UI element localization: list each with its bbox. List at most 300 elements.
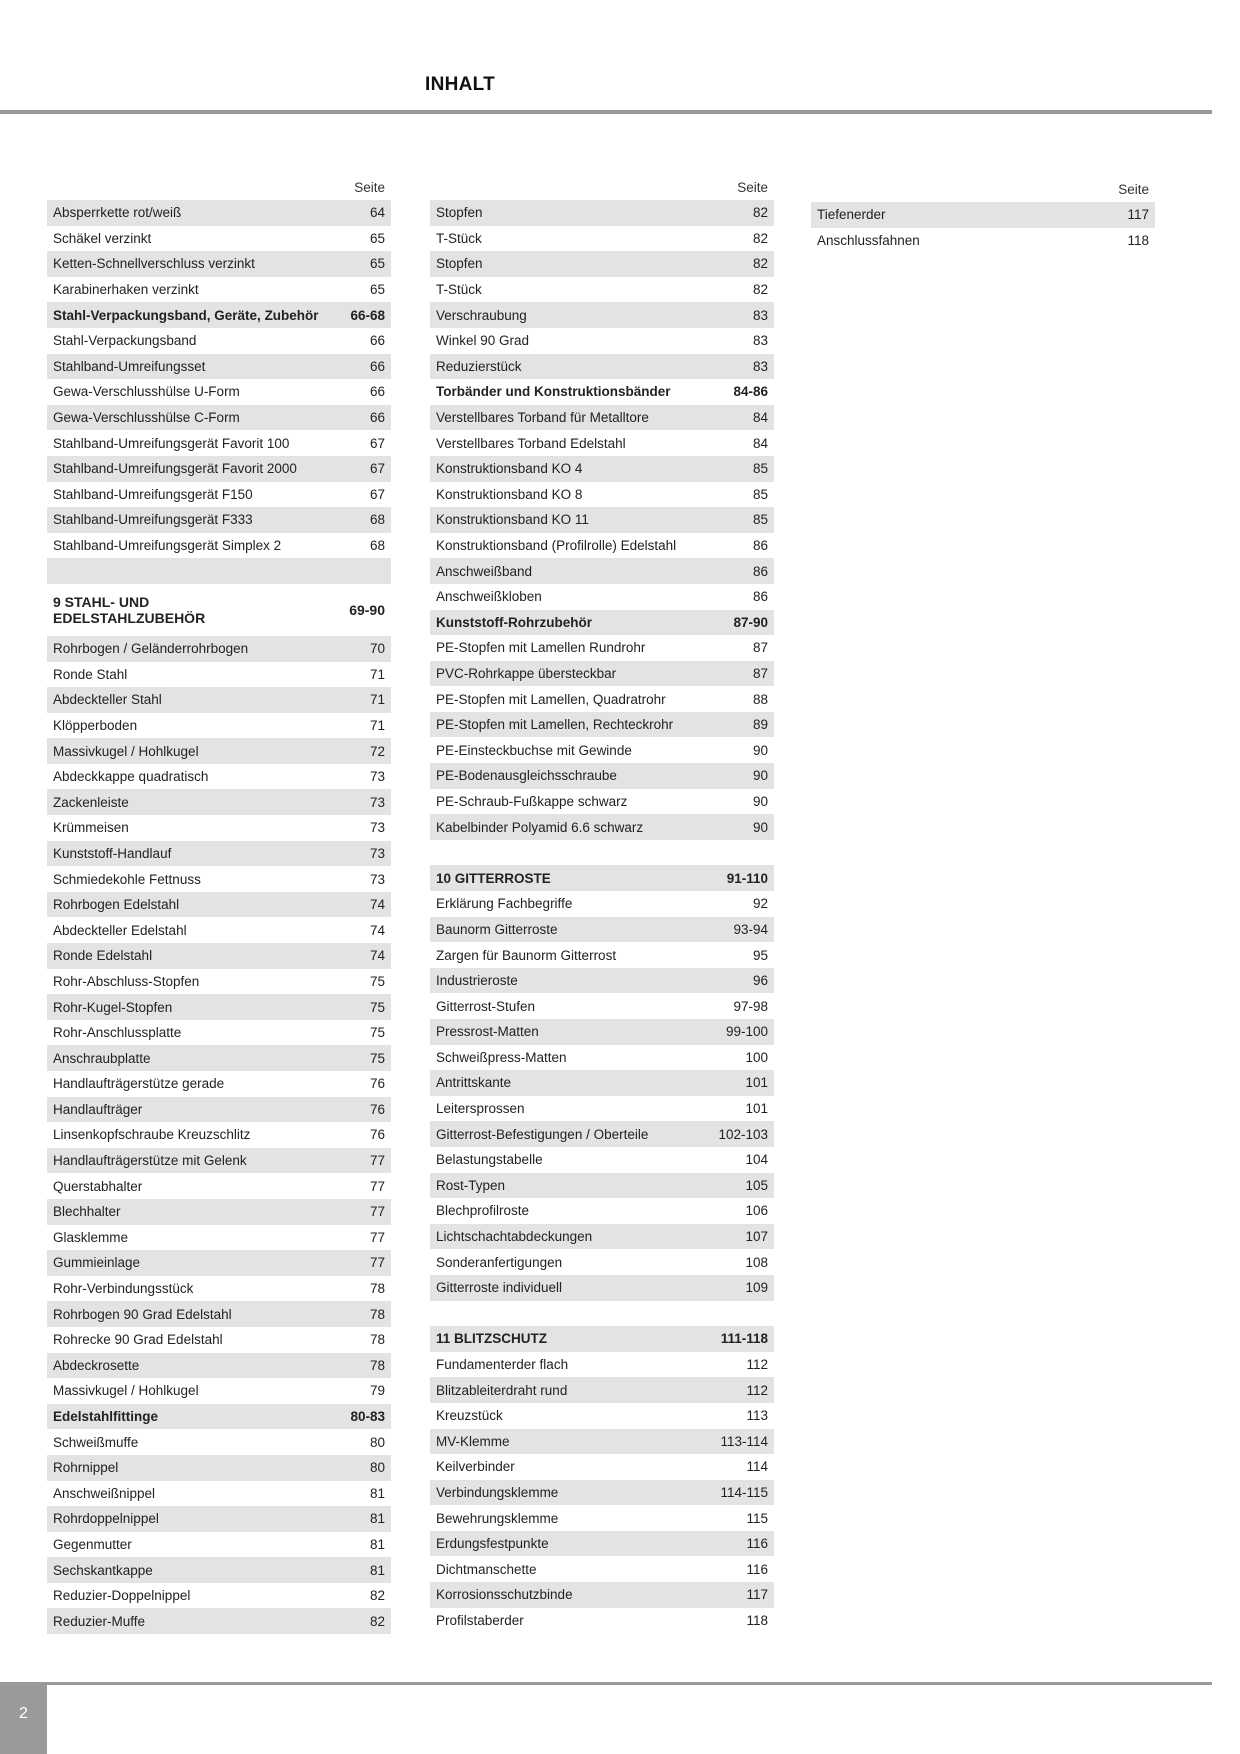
- toc-row: [47, 1173, 391, 1199]
- toc-entry-label: Ronde Stahl: [53, 666, 128, 682]
- toc-entry-page: 112: [746, 1382, 768, 1398]
- toc-row: [47, 1506, 391, 1532]
- toc-entry-label: Rohrbogen 90 Grad Edelstahl: [53, 1306, 232, 1322]
- toc-entry-label: Gegenmutter: [53, 1536, 132, 1552]
- toc-entry-page: 101: [745, 1101, 768, 1117]
- toc-entry-label: Rohrbogen / Geländerrohrbogen: [53, 641, 249, 657]
- toc-entry-page: 97-98: [733, 998, 768, 1014]
- toc-row: [47, 1250, 391, 1276]
- toc-entry-page: 70: [369, 641, 385, 657]
- toc-entry-page: 86: [752, 589, 768, 605]
- toc-entry-label: Gitterrost-Stufen: [436, 998, 536, 1014]
- toc-row: [47, 1583, 391, 1609]
- toc-entry-label: Verstellbares Torband Edelstahl: [436, 435, 626, 451]
- toc-row: [430, 1173, 774, 1199]
- toc-entry-label: Erdungsfestpunkte: [436, 1536, 549, 1552]
- toc-row: [430, 456, 774, 482]
- toc-entry-page: 87: [752, 665, 768, 681]
- toc-entry-page: 85: [752, 512, 768, 528]
- toc-entry-label: MV-Klemme: [436, 1433, 510, 1449]
- footer-rule: [0, 1682, 1212, 1685]
- toc-entry-label: Gitterroste individuell: [436, 1280, 563, 1296]
- toc-entry-page: 93-94: [733, 921, 768, 937]
- toc-entry-label: Stahlband-Umreifungsgerät F333: [53, 512, 253, 528]
- toc-entry-label: Kunststoff-Handlauf: [53, 845, 172, 861]
- toc-entry-label: Reduzier-Muffe: [53, 1613, 146, 1629]
- toc-entry-page: 66: [369, 358, 385, 374]
- toc-entry-page: 75: [369, 1050, 385, 1066]
- toc-entry-label: Blechhalter: [53, 1204, 121, 1220]
- toc-row: [47, 226, 391, 252]
- toc-entry-label: T-Stück: [436, 230, 482, 246]
- toc-row: [47, 738, 391, 764]
- toc-rows: [47, 200, 391, 1634]
- toc-entry-page: 68: [369, 538, 385, 554]
- toc-entry-label: Blechprofilroste: [436, 1203, 530, 1219]
- toc-entry-page: 82: [369, 1588, 385, 1604]
- toc-row: [47, 1301, 391, 1327]
- toc-row: [430, 584, 774, 610]
- toc-entry-page: 78: [369, 1281, 385, 1297]
- toc-row: [430, 1454, 774, 1480]
- toc-row: [430, 1249, 774, 1275]
- toc-entry-page: 106: [745, 1203, 768, 1219]
- toc-entry-label: Anschweißkloben: [436, 589, 542, 605]
- toc-entry-label: Krümmeisen: [53, 820, 129, 836]
- toc-entry-page: 73: [369, 845, 385, 861]
- toc-row: [430, 1275, 774, 1301]
- toc-entry-label: Gewa-Verschlusshülse C-Form: [53, 410, 240, 426]
- toc-row: [430, 328, 774, 354]
- toc-entry-label: Glasklemme: [53, 1229, 129, 1245]
- toc-row: [430, 1352, 774, 1378]
- toc-entry-label: Rost-Typen: [436, 1177, 506, 1193]
- toc-entry-label: Bewehrungsklemme: [436, 1510, 559, 1526]
- toc-section-row: [430, 379, 774, 405]
- toc-entry-label: Anschweißband: [436, 563, 533, 579]
- toc-entry-label: Ketten-Schnellverschluss verzinkt: [53, 256, 255, 272]
- toc-entry-page: 80: [369, 1460, 385, 1476]
- toc-entry-page: 87-90: [733, 614, 768, 630]
- toc-entry-label: Winkel 90 Grad: [436, 333, 530, 349]
- toc-entry-label: Abdeckkappe quadratisch: [53, 769, 209, 785]
- toc-entry-label: Absperrkette rot/weiß: [53, 205, 182, 221]
- toc-entry-page: 71: [369, 666, 385, 682]
- toc-spacer: [47, 558, 391, 584]
- toc-row: [430, 507, 774, 533]
- toc-entry-label: Rohr-Abschluss-Stopfen: [53, 973, 200, 989]
- toc-entry-label: Handlaufträgerstütze gerade: [53, 1076, 225, 1092]
- toc-entry-label: Erklärung Fachbegriffe: [436, 896, 573, 912]
- toc-row: [47, 866, 391, 892]
- toc-entry-page: 78: [369, 1306, 385, 1322]
- toc-column-2: [430, 180, 774, 1633]
- toc-row: [47, 328, 391, 354]
- toc-entry-label: Dichtmanschette: [436, 1561, 537, 1577]
- toc-entry-page: 65: [369, 230, 385, 246]
- toc-entry-label: PE-Stopfen mit Lamellen, Quadratrohr: [436, 691, 666, 707]
- toc-entry-page: 77: [369, 1204, 385, 1220]
- toc-entry-page: 82: [369, 1613, 385, 1629]
- toc-row: [430, 789, 774, 815]
- toc-entry-label: Lichtschachtabdeckungen: [436, 1229, 593, 1245]
- toc-row: [430, 993, 774, 1019]
- toc-entry-label: Klöpperboden: [53, 717, 138, 733]
- toc-entry-page: 81: [369, 1485, 385, 1501]
- toc-entry-page: 109: [745, 1280, 768, 1296]
- toc-row: [47, 789, 391, 815]
- toc-entry-page: 65: [369, 256, 385, 272]
- toc-entry-label: Linsenkopfschraube Kreuzschlitz: [53, 1127, 251, 1143]
- toc-entry-page: 80: [369, 1434, 385, 1450]
- toc-row: [430, 635, 774, 661]
- toc-entry-page: 95: [752, 947, 768, 963]
- toc-entry-page: 99-100: [725, 1024, 768, 1040]
- toc-entry-label: Zargen für Baunorm Gitterrost: [436, 947, 617, 963]
- toc-entry-page: 112: [746, 1357, 768, 1373]
- toc-entry-label: Kunststoff-Rohrzubehör: [436, 614, 592, 630]
- seite-header: Seite: [354, 180, 385, 195]
- toc-row: [47, 482, 391, 508]
- toc-row: [430, 1531, 774, 1557]
- toc-entry-label: Handlaufträger: [53, 1101, 143, 1117]
- toc-row: [430, 891, 774, 917]
- toc-entry-label: Torbänder und Konstruktionsbänder: [436, 384, 671, 400]
- toc-entry-label: Schweißmuffe: [53, 1434, 139, 1450]
- page-title: INHALT: [425, 74, 496, 95]
- toc-entry-page: 83: [752, 307, 768, 323]
- toc-row: [430, 1147, 774, 1173]
- toc-entry-page: 78: [369, 1357, 385, 1373]
- toc-rows: [811, 202, 1155, 253]
- toc-entry-page: 74: [369, 948, 385, 964]
- toc-row: [430, 661, 774, 687]
- toc-rows: [430, 200, 774, 1633]
- toc-row: [430, 1403, 774, 1429]
- toc-entry-label: Edelstahlfittinge: [53, 1409, 159, 1425]
- toc-entry-page: 118: [1127, 232, 1149, 248]
- toc-entry-page: 72: [369, 743, 385, 759]
- toc-row: [47, 1199, 391, 1225]
- toc-entry-label: 10 GITTERROSTE: [436, 870, 551, 886]
- toc-entry-label: PE-Schraub-Fußkappe schwarz: [436, 793, 628, 809]
- toc-row: [47, 1276, 391, 1302]
- toc-row: [47, 994, 391, 1020]
- toc-entry-label: Stahl-Verpackungsband, Geräte, Zubehör: [53, 307, 319, 323]
- toc-entry-label: Anschweißnippel: [53, 1485, 156, 1501]
- toc-entry-page: 90: [752, 768, 768, 784]
- toc-entry-page: 78: [369, 1332, 385, 1348]
- toc-row: [430, 737, 774, 763]
- toc-section-row: [47, 1404, 391, 1430]
- toc-entry-page: 115: [746, 1510, 768, 1526]
- toc-entry-page: 64: [369, 205, 385, 221]
- toc-entry-label: Gummieinlage: [53, 1255, 141, 1271]
- toc-row: [430, 251, 774, 277]
- toc-entry-page: 83: [752, 358, 768, 374]
- toc-entry-page: 77: [369, 1178, 385, 1194]
- toc-entry-label: Rohrecke 90 Grad Edelstahl: [53, 1332, 223, 1348]
- toc-entry-page: 116: [746, 1536, 768, 1552]
- toc-entry-page: 85: [752, 486, 768, 502]
- toc-entry-label: Profilstaberder: [436, 1612, 524, 1628]
- toc-entry-page: 82: [752, 282, 768, 298]
- toc-entry-page: 90: [752, 793, 768, 809]
- toc-row: [47, 1353, 391, 1379]
- toc-entry-page: 85: [752, 461, 768, 477]
- toc-row: [47, 1045, 391, 1071]
- toc-row: [430, 1045, 774, 1071]
- toc-section-row: [430, 865, 774, 891]
- toc-entry-page: 88: [752, 691, 768, 707]
- toc-row: [47, 841, 391, 867]
- toc-entry-label: Industrieroste: [436, 973, 518, 989]
- toc-entry-label: Stahlband-Umreifungsgerät F150: [53, 486, 253, 502]
- toc-row: [47, 456, 391, 482]
- toc-row: [47, 1455, 391, 1481]
- toc-entry-page: 68: [369, 512, 385, 528]
- toc-row: [47, 1608, 391, 1634]
- page-number: 2: [19, 1705, 28, 1722]
- toc-entry-label: Stahlband-Umreifungsgerät Favorit 2000: [53, 461, 297, 477]
- toc-entry-page: 81: [369, 1511, 385, 1527]
- toc-entry-page: 113-114: [720, 1433, 768, 1449]
- toc-entry-label: Querstabhalter: [53, 1178, 143, 1194]
- toc-entry-page: 75: [369, 1025, 385, 1041]
- toc-row: [47, 1429, 391, 1455]
- toc-entry-label: Ronde Edelstahl: [53, 948, 153, 964]
- toc-row: [47, 636, 391, 662]
- toc-entry-page: 87: [752, 640, 768, 656]
- toc-entry-label: Pressrost-Matten: [436, 1024, 539, 1040]
- toc-entry-page: 75: [369, 973, 385, 989]
- toc-entry-label: Verschraubung: [436, 307, 527, 323]
- toc-entry-label: Anschlussfahnen: [817, 232, 920, 248]
- toc-entry-label: Karabinerhaken verzinkt: [53, 282, 199, 298]
- toc-row: [47, 1557, 391, 1583]
- toc-row: [47, 379, 391, 405]
- toc-row: [430, 200, 774, 226]
- toc-entry-page: 66: [369, 410, 385, 426]
- toc-entry-label: Stahlband-Umreifungsgerät Simplex 2: [53, 538, 282, 554]
- toc-entry-label: Massivkugel / Hohlkugel: [53, 1383, 199, 1399]
- toc-entry-page: 76: [369, 1127, 385, 1143]
- toc-row: [430, 558, 774, 584]
- toc-entry-label: Blitzableiterdraht rund: [436, 1382, 568, 1398]
- toc-row: [47, 1122, 391, 1148]
- toc-entry-page: 66-68: [350, 307, 385, 323]
- toc-entry-label: Rohr-Verbindungsstück: [53, 1281, 194, 1297]
- toc-entry-page: 84: [752, 410, 768, 426]
- toc-row: [430, 1224, 774, 1250]
- toc-column-3: [811, 182, 1155, 253]
- toc-row: [47, 1148, 391, 1174]
- toc-row: [430, 1556, 774, 1582]
- toc-entry-page: 82: [752, 230, 768, 246]
- toc-entry-page: 77: [369, 1153, 385, 1169]
- toc-entry-label: Antrittskante: [436, 1075, 512, 1091]
- toc-row: [430, 686, 774, 712]
- toc-section-row: [430, 610, 774, 636]
- toc-row: [430, 1070, 774, 1096]
- toc-entry-label: Anschraubplatte: [53, 1050, 151, 1066]
- toc-entry-page: 81: [369, 1562, 385, 1578]
- toc-row: [430, 430, 774, 456]
- toc-entry-label: Belastungstabelle: [436, 1152, 543, 1168]
- toc-entry-label: Massivkugel / Hohlkugel: [53, 743, 199, 759]
- toc-row: [430, 533, 774, 559]
- toc-entry-page: 67: [369, 435, 385, 451]
- toc-entry-label: Stahl-Verpackungsband: [53, 333, 197, 349]
- toc-spacer: [430, 840, 774, 866]
- toc-row: [430, 942, 774, 968]
- toc-entry-page: 65: [369, 282, 385, 298]
- toc-entry-page: 67: [369, 461, 385, 477]
- toc-entry-label: Stopfen: [436, 205, 483, 221]
- toc-entry-page: 74: [369, 897, 385, 913]
- toc-entry-page: 76: [369, 1101, 385, 1117]
- toc-row: [430, 277, 774, 303]
- toc-entry-page: 117: [746, 1587, 768, 1603]
- toc-entry-page: 66: [369, 333, 385, 349]
- toc-entry-label: Konstruktionsband KO 11: [436, 512, 589, 528]
- toc-row: [47, 713, 391, 739]
- toc-entry-label: Sechskantkappe: [53, 1562, 153, 1578]
- toc-entry-label: Gitterrost-Befestigungen / Oberteile: [436, 1126, 649, 1142]
- toc-entry-page: 91-110: [726, 870, 768, 886]
- toc-entry-page: 80-83: [350, 1409, 385, 1425]
- toc-row: [430, 226, 774, 252]
- toc-entry-label: Stahlband-Umreifungsgerät Favorit 100: [53, 435, 290, 451]
- toc-entry-page: 114-115: [720, 1484, 768, 1500]
- toc-row: [47, 1225, 391, 1251]
- toc-row: [47, 1378, 391, 1404]
- toc-row: [47, 533, 391, 559]
- toc-row: [47, 764, 391, 790]
- seite-header: Seite: [1118, 182, 1149, 197]
- toc-entry-page: 76: [369, 1076, 385, 1092]
- toc-row: [47, 277, 391, 303]
- toc-entry-page: 73: [369, 820, 385, 836]
- toc-row: [47, 917, 391, 943]
- toc-entry-label: Rohrbogen Edelstahl: [53, 897, 180, 913]
- toc-entry-page: 92: [752, 896, 768, 912]
- toc-entry-page: 96: [752, 973, 768, 989]
- toc-entry-label: Stahlband-Umreifungsset: [53, 358, 206, 374]
- toc-entry-label: Verstellbares Torband für Metalltore: [436, 410, 649, 426]
- toc-row: [47, 1532, 391, 1558]
- toc-entry-page: 102-103: [718, 1126, 768, 1142]
- toc-entry-label: Fundamenterder flach: [436, 1357, 569, 1373]
- toc-row: [47, 969, 391, 995]
- toc-entry-page: 74: [369, 922, 385, 938]
- toc-row: [47, 507, 391, 533]
- toc-entry-label: PE-Bodenausgleichsschraube: [436, 768, 617, 784]
- toc-entry-page: 118: [746, 1612, 768, 1628]
- toc-row: [47, 405, 391, 431]
- toc-entry-label: PE-Stopfen mit Lamellen Rundrohr: [436, 640, 646, 656]
- toc-entry-page: 82: [752, 256, 768, 272]
- toc-row: [811, 202, 1155, 228]
- toc-entry-page: 69-90: [349, 601, 385, 618]
- toc-entry-label: Abdeckrosette: [53, 1357, 140, 1373]
- toc-entry-label: Korrosionsschutzbinde: [436, 1587, 573, 1603]
- toc-entry-label: Schäkel verzinkt: [53, 230, 152, 246]
- toc-entry-page: 117: [1127, 207, 1149, 223]
- toc-entry-page: 77: [369, 1255, 385, 1271]
- toc-entry-label: Tiefenerder: [817, 207, 886, 223]
- toc-row: [430, 814, 774, 840]
- toc-entry-label: Konstruktionsband (Profilrolle) Edelstahl: [436, 538, 677, 554]
- toc-row: [47, 815, 391, 841]
- toc-row: [811, 228, 1155, 254]
- toc-entry-page: 107: [745, 1229, 768, 1245]
- toc-entry-label: Rohrdoppelnippel: [53, 1511, 159, 1527]
- toc-row: [47, 1071, 391, 1097]
- toc-entry-label: Abdeckteller Edelstahl: [53, 922, 187, 938]
- toc-entry-page: 73: [369, 871, 385, 887]
- toc-entry-label: T-Stück: [436, 282, 482, 298]
- toc-row: [47, 892, 391, 918]
- toc-entry-label: 9 STAHL- UND EDELSTAHLZUBEHÖR: [53, 593, 206, 626]
- toc-row: [430, 302, 774, 328]
- toc-entry-page: 90: [752, 819, 768, 835]
- toc-entry-label: Reduzier-Doppelnippel: [53, 1588, 191, 1604]
- toc-entry-page: 101: [745, 1075, 768, 1091]
- toc-entry-page: 108: [745, 1254, 768, 1270]
- toc-entry-label: Rohr-Kugel-Stopfen: [53, 999, 173, 1015]
- toc-entry-label: Schweißpress-Matten: [436, 1049, 567, 1065]
- toc-entry-page: 84-86: [733, 384, 768, 400]
- toc-entry-page: 71: [369, 717, 385, 733]
- toc-row: [430, 1429, 774, 1455]
- toc-row: [47, 1481, 391, 1507]
- toc-row: [430, 1019, 774, 1045]
- toc-row: [430, 1480, 774, 1506]
- toc-column-1: [47, 180, 391, 1634]
- toc-row: [430, 1198, 774, 1224]
- toc-entry-label: Abdeckteller Stahl: [53, 692, 162, 708]
- toc-row: [430, 763, 774, 789]
- toc-entry-page: 83: [752, 333, 768, 349]
- toc-row: [47, 251, 391, 277]
- toc-row: [47, 1097, 391, 1123]
- toc-entry-label: Baunorm Gitterroste: [436, 921, 558, 937]
- toc-entry-page: 104: [745, 1152, 768, 1168]
- toc-entry-page: 100: [745, 1049, 768, 1065]
- toc-entry-label: Verbindungsklemme: [436, 1484, 559, 1500]
- seite-header: Seite: [737, 180, 768, 195]
- toc-section-row: [47, 584, 391, 636]
- toc-entry-label: Leitersprossen: [436, 1101, 525, 1117]
- header-rule: [0, 110, 1212, 114]
- toc-entry-page: 89: [752, 717, 768, 733]
- toc-entry-page: 75: [369, 999, 385, 1015]
- toc-row: [47, 354, 391, 380]
- toc-entry-label: Stopfen: [436, 256, 483, 272]
- toc-row: [47, 662, 391, 688]
- toc-entry-page: 67: [369, 486, 385, 502]
- toc-entry-page: 81: [369, 1536, 385, 1552]
- toc-entry-label: Kabelbinder Polyamid 6.6 schwarz: [436, 819, 644, 835]
- toc-entry-page: 90: [752, 742, 768, 758]
- toc-entry-label: Gewa-Verschlusshülse U-Form: [53, 384, 240, 400]
- toc-row: [430, 1377, 774, 1403]
- toc-entry-page: 86: [752, 563, 768, 579]
- toc-entry-label: Schmiedekohle Fettnuss: [53, 871, 201, 887]
- toc-entry-label: Rohr-Anschlussplatte: [53, 1025, 182, 1041]
- toc-entry-label: Konstruktionsband KO 8: [436, 486, 583, 502]
